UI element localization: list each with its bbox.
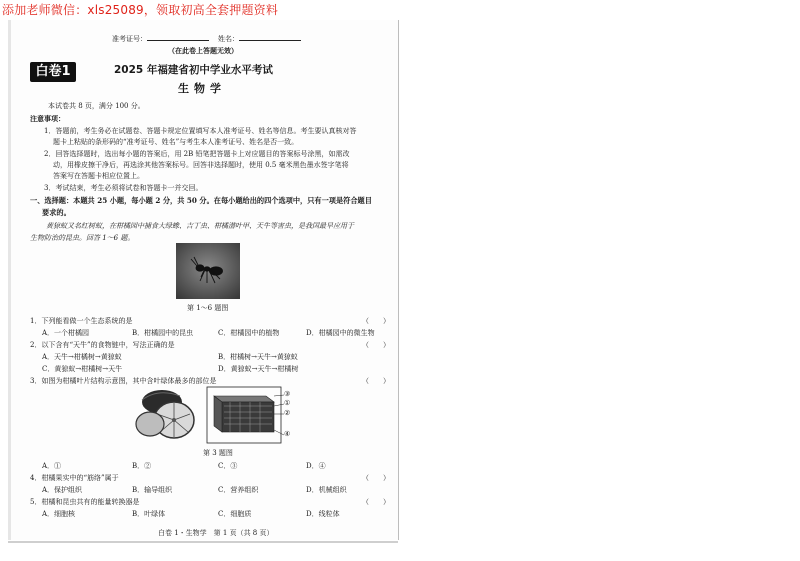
intro-text: 本试卷共 8 页，满分 100 分。	[48, 102, 145, 110]
notes-heading: 注意事项：	[30, 114, 65, 123]
section-1-heading: 一、选择题：本题共 25 小题，每小题 2 分，共 50 分。在每小题给出的四个选项中，只有一项是符合题目	[30, 196, 372, 205]
name-label: 姓名：	[218, 35, 239, 43]
name-blank	[239, 33, 301, 41]
page-bottom-edge	[8, 541, 398, 543]
name-field	[218, 33, 301, 44]
leaf-label-1: ①	[284, 399, 291, 407]
ant-photo	[176, 243, 240, 299]
exam-id-field	[112, 33, 209, 44]
exam-id-label: 准考证号：	[112, 35, 147, 43]
q1-answer-bracket: （ ）	[362, 317, 390, 325]
leaf-label-3: ③	[284, 390, 291, 398]
q5-stem: 5．柑橘和昆虫共有的能量转换器是	[30, 498, 140, 506]
fig-1-6-caption: 第 1～6 题图	[187, 304, 229, 312]
q4-stem: 4．柑橘果实中的“筋络”属于	[30, 474, 119, 482]
q2-option-d: D．黄猄蚁→天牛→柑橘树	[218, 365, 299, 373]
note-2-line-1: 2．回答选择题时，选出每小题的答案后，用 2B 铅笔把答题卡上对应题目的答案标号涂黑，如需改	[44, 150, 350, 158]
q3-option-b: B．②	[132, 462, 152, 470]
q2-option-a: A．天牛→柑橘树→黄猄蚁	[42, 353, 122, 361]
q3-stem: 3．如图为柑橘叶片结构示意图，其中含叶绿体最多的部位是	[30, 377, 217, 385]
q1-stem: 1．下列能看做一个生态系统的是	[30, 317, 133, 325]
q1-option-a: A．一个柑橘园	[42, 329, 90, 337]
q5-option-d: D．线粒体	[306, 510, 340, 518]
paper-badge: 白卷1	[30, 62, 76, 82]
q4-option-c: C．营养组织	[218, 486, 259, 494]
exam-id-blank	[147, 33, 209, 41]
q3-option-a: A．①	[42, 462, 62, 470]
note-1-line-1: 1．答题前，考生务必在试题卷、答题卡规定位置填写本人准考证号、姓名等信息。考生要认真核对答	[44, 127, 357, 135]
q3-option-d: D．④	[306, 462, 326, 470]
exam-title: 2025 年福建省初中学业水平考试	[114, 64, 273, 76]
q5-answer-bracket: （ ）	[362, 498, 390, 506]
note-1-line-2: 题卡上粘贴的条形码的“准考证号、姓名”与考生本人准考证号、姓名是否一致。	[53, 138, 299, 146]
q5-option-a: A．细胞核	[42, 510, 76, 518]
leaf-label-2: ②	[284, 409, 291, 417]
q4-option-d: D．机械组织	[306, 486, 347, 494]
leaf-label-4: ④	[284, 430, 291, 438]
q1-option-d: D．柑橘园中的微生物	[306, 329, 375, 337]
q2-option-b: B．柑橘树→天牛→黄猄蚁	[218, 353, 298, 361]
watermark-text: 添加老师微信：xls25089，领取初高全套押题资料	[2, 3, 279, 17]
q4-answer-bracket: （ ）	[362, 474, 390, 482]
q2-stem: 2．以下含有“天牛”的食物链中，写法正确的是	[30, 341, 175, 349]
q4-option-b: B．输导组织	[132, 486, 173, 494]
q1-option-c: C．柑橘园中的植物	[218, 329, 280, 337]
section-1-heading-cont: 要求的。	[42, 208, 71, 217]
passage-line-1: 黄猄蚁又名红树蚁，在柑橘园中捕食大绿蟓、吉丁虫、柑橘潜叶甲、天牛等害虫，是我国最早应用于	[46, 222, 354, 230]
q5-option-b: B．叶绿体	[132, 510, 166, 518]
no-answer-note: （在此卷上答题无效）	[168, 46, 238, 55]
q3-answer-bracket: （ ）	[362, 377, 390, 385]
q3-option-c: C．③	[218, 462, 238, 470]
passage-line-2: 生物防治的昆虫。回答 1～6 题。	[30, 234, 135, 242]
page-footer: 白卷 1・生物学 第 1 页（共 8 页）	[158, 529, 274, 537]
note-2-line-2: 动，用橡皮擦干净后，再选涂其他答案标号。回答非选择题时，使用 0.5 毫米黑色墨水签字笔将	[53, 161, 349, 169]
q2-answer-bracket: （ ）	[362, 341, 390, 349]
leaf-structure-diagram	[206, 386, 306, 446]
q1-option-b: B．柑橘园中的昆虫	[132, 329, 194, 337]
orange-illustration	[128, 386, 200, 442]
q5-option-c: C．细胞质	[218, 510, 252, 518]
note-3: 3．考试结束，考生必须将试卷和答题卡一并交回。	[44, 184, 203, 192]
subject-title: 生物学	[178, 82, 226, 95]
note-2-line-3: 答案写在答题卡相应位置上。	[53, 172, 144, 180]
q2-option-c: C．黄猄蚁→柑橘树→天牛	[42, 365, 123, 373]
q4-option-a: A．保护组织	[42, 486, 83, 494]
fig-3-caption: 第 3 题图	[203, 449, 233, 457]
